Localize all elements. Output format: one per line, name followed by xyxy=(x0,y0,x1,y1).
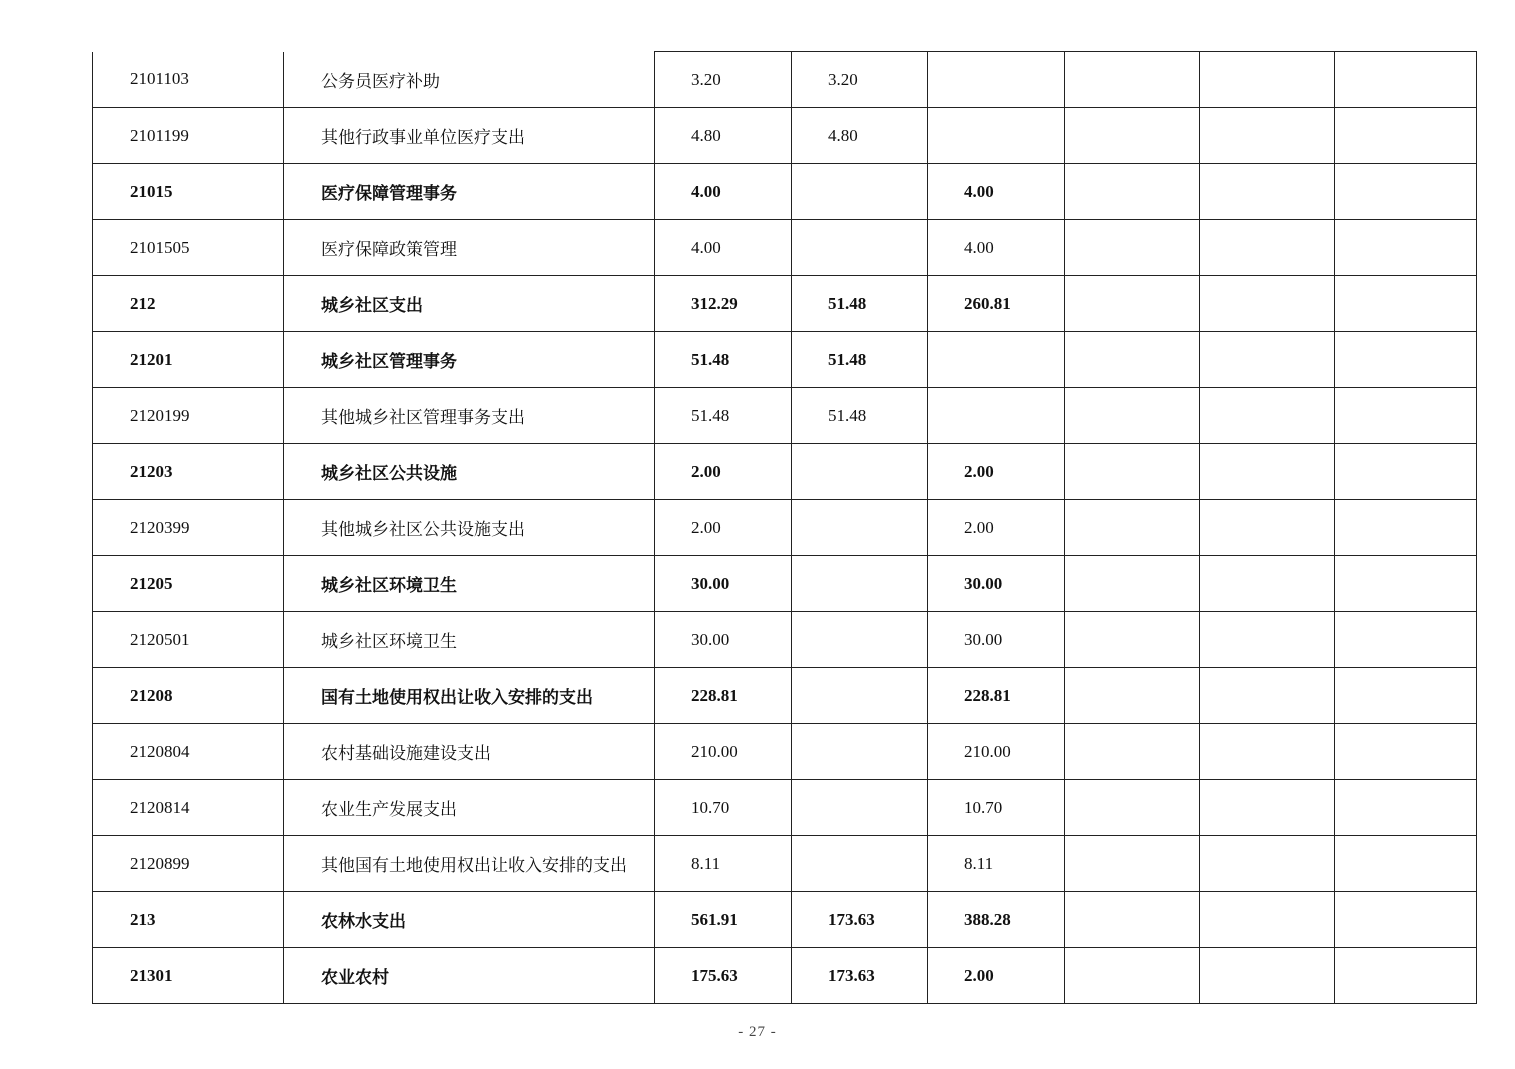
budget-table xyxy=(92,51,1477,1004)
cell-name: 农村基础设施建设支出 xyxy=(284,724,655,780)
cell-total: 175.63 xyxy=(655,948,792,1004)
cell-empty xyxy=(1065,388,1200,444)
cell-empty xyxy=(1200,724,1335,780)
cell-code: 21203 xyxy=(93,444,284,500)
cell-empty xyxy=(1065,276,1200,332)
cell-code: 2120399 xyxy=(93,500,284,556)
cell-basic xyxy=(792,724,928,780)
cell-project: 2.00 xyxy=(928,948,1065,1004)
cell-name: 公务员医疗补助 xyxy=(284,52,655,108)
cell-basic: 3.20 xyxy=(792,52,928,108)
cell-empty xyxy=(1065,500,1200,556)
cell-basic xyxy=(792,220,928,276)
cell-project: 30.00 xyxy=(928,556,1065,612)
cell-total: 51.48 xyxy=(655,332,792,388)
cell-name: 农林水支出 xyxy=(284,892,655,948)
cell-empty xyxy=(1335,668,1477,724)
cell-total: 8.11 xyxy=(655,836,792,892)
cell-code: 21205 xyxy=(93,556,284,612)
cell-project: 2.00 xyxy=(928,444,1065,500)
cell-name: 城乡社区环境卫生 xyxy=(284,612,655,668)
cell-name: 国有土地使用权出让收入安排的支出 xyxy=(284,668,655,724)
cell-empty xyxy=(1335,220,1477,276)
cell-empty xyxy=(1335,892,1477,948)
table-row xyxy=(93,220,1477,276)
cell-empty xyxy=(1335,948,1477,1004)
cell-total: 561.91 xyxy=(655,892,792,948)
cell-project xyxy=(928,108,1065,164)
cell-empty xyxy=(1200,108,1335,164)
table-row xyxy=(93,332,1477,388)
table-row xyxy=(93,668,1477,724)
table-row xyxy=(93,388,1477,444)
table-row xyxy=(93,52,1477,108)
cell-basic xyxy=(792,668,928,724)
cell-code: 213 xyxy=(93,892,284,948)
cell-empty xyxy=(1065,948,1200,1004)
table-row xyxy=(93,780,1477,836)
cell-empty xyxy=(1200,668,1335,724)
cell-empty xyxy=(1065,780,1200,836)
cell-empty xyxy=(1065,220,1200,276)
cell-empty xyxy=(1200,948,1335,1004)
page-number: - 27 - xyxy=(738,1024,777,1040)
cell-code: 21208 xyxy=(93,668,284,724)
cell-total: 2.00 xyxy=(655,500,792,556)
cell-empty xyxy=(1335,836,1477,892)
cell-total: 30.00 xyxy=(655,612,792,668)
cell-project: 4.00 xyxy=(928,164,1065,220)
cell-code: 2101199 xyxy=(93,108,284,164)
cell-code: 21301 xyxy=(93,948,284,1004)
table-row xyxy=(93,108,1477,164)
table-row xyxy=(93,948,1477,1004)
cell-empty xyxy=(1065,836,1200,892)
cell-name: 其他行政事业单位医疗支出 xyxy=(284,108,655,164)
cell-empty xyxy=(1065,892,1200,948)
cell-empty xyxy=(1200,612,1335,668)
cell-name: 其他城乡社区管理事务支出 xyxy=(284,388,655,444)
table-row xyxy=(93,556,1477,612)
cell-code: 2120199 xyxy=(93,388,284,444)
cell-name: 农业生产发展支出 xyxy=(284,780,655,836)
cell-name: 其他国有土地使用权出让收入安排的支出 xyxy=(284,836,655,892)
cell-project xyxy=(928,52,1065,108)
cell-project xyxy=(928,388,1065,444)
cell-basic: 51.48 xyxy=(792,276,928,332)
cell-empty xyxy=(1335,108,1477,164)
cell-empty xyxy=(1335,780,1477,836)
cell-project: 260.81 xyxy=(928,276,1065,332)
cell-name: 城乡社区支出 xyxy=(284,276,655,332)
cell-code: 2101103 xyxy=(93,52,284,108)
cell-empty xyxy=(1335,388,1477,444)
cell-project xyxy=(928,332,1065,388)
cell-total: 30.00 xyxy=(655,556,792,612)
cell-total: 4.80 xyxy=(655,108,792,164)
cell-code: 2120501 xyxy=(93,612,284,668)
cell-empty xyxy=(1065,556,1200,612)
cell-basic: 51.48 xyxy=(792,388,928,444)
cell-empty xyxy=(1065,164,1200,220)
cell-project: 30.00 xyxy=(928,612,1065,668)
cell-basic: 173.63 xyxy=(792,892,928,948)
cell-empty xyxy=(1065,52,1200,108)
table-row xyxy=(93,836,1477,892)
cell-project: 210.00 xyxy=(928,724,1065,780)
cell-empty xyxy=(1335,556,1477,612)
cell-empty xyxy=(1200,332,1335,388)
cell-empty xyxy=(1335,612,1477,668)
cell-basic xyxy=(792,836,928,892)
cell-name: 城乡社区管理事务 xyxy=(284,332,655,388)
cell-total: 2.00 xyxy=(655,444,792,500)
cell-empty xyxy=(1065,724,1200,780)
cell-basic xyxy=(792,164,928,220)
cell-empty xyxy=(1335,444,1477,500)
cell-empty xyxy=(1200,388,1335,444)
cell-empty xyxy=(1335,52,1477,108)
cell-project: 4.00 xyxy=(928,220,1065,276)
cell-code: 21015 xyxy=(93,164,284,220)
cell-basic xyxy=(792,444,928,500)
cell-total: 3.20 xyxy=(655,52,792,108)
cell-total: 10.70 xyxy=(655,780,792,836)
cell-empty xyxy=(1200,780,1335,836)
cell-empty xyxy=(1200,220,1335,276)
cell-basic xyxy=(792,556,928,612)
cell-name: 城乡社区公共设施 xyxy=(284,444,655,500)
cell-basic: 4.80 xyxy=(792,108,928,164)
cell-project: 388.28 xyxy=(928,892,1065,948)
table-row xyxy=(93,276,1477,332)
cell-total: 4.00 xyxy=(655,164,792,220)
cell-code: 212 xyxy=(93,276,284,332)
cell-project: 10.70 xyxy=(928,780,1065,836)
table-row xyxy=(93,724,1477,780)
cell-empty xyxy=(1335,164,1477,220)
table-row xyxy=(93,444,1477,500)
cell-total: 312.29 xyxy=(655,276,792,332)
table-body xyxy=(93,52,1477,1004)
cell-project: 8.11 xyxy=(928,836,1065,892)
cell-empty xyxy=(1200,276,1335,332)
table-row xyxy=(93,500,1477,556)
cell-name: 农业农村 xyxy=(284,948,655,1004)
cell-empty xyxy=(1335,724,1477,780)
cell-empty xyxy=(1335,500,1477,556)
cell-code: 2101505 xyxy=(93,220,284,276)
cell-empty xyxy=(1065,668,1200,724)
table-row xyxy=(93,612,1477,668)
cell-basic xyxy=(792,780,928,836)
cell-project: 2.00 xyxy=(928,500,1065,556)
cell-total: 4.00 xyxy=(655,220,792,276)
cell-basic xyxy=(792,500,928,556)
cell-basic: 173.63 xyxy=(792,948,928,1004)
cell-total: 210.00 xyxy=(655,724,792,780)
cell-code: 2120899 xyxy=(93,836,284,892)
cell-name: 医疗保障管理事务 xyxy=(284,164,655,220)
cell-empty xyxy=(1200,892,1335,948)
cell-empty xyxy=(1200,556,1335,612)
cell-code: 2120804 xyxy=(93,724,284,780)
cell-empty xyxy=(1065,612,1200,668)
cell-name: 城乡社区环境卫生 xyxy=(284,556,655,612)
cell-empty xyxy=(1065,444,1200,500)
cell-empty xyxy=(1065,332,1200,388)
cell-code: 21201 xyxy=(93,332,284,388)
cell-total: 51.48 xyxy=(655,388,792,444)
cell-empty xyxy=(1200,164,1335,220)
cell-code: 2120814 xyxy=(93,780,284,836)
table-row xyxy=(93,892,1477,948)
cell-empty xyxy=(1200,52,1335,108)
cell-empty xyxy=(1335,276,1477,332)
cell-empty xyxy=(1200,836,1335,892)
cell-empty xyxy=(1335,332,1477,388)
cell-basic xyxy=(792,612,928,668)
cell-basic: 51.48 xyxy=(792,332,928,388)
cell-empty xyxy=(1065,108,1200,164)
cell-empty xyxy=(1200,444,1335,500)
cell-project: 228.81 xyxy=(928,668,1065,724)
cell-empty xyxy=(1200,500,1335,556)
cell-name: 其他城乡社区公共设施支出 xyxy=(284,500,655,556)
cell-name: 医疗保障政策管理 xyxy=(284,220,655,276)
table-row xyxy=(93,164,1477,220)
cell-total: 228.81 xyxy=(655,668,792,724)
